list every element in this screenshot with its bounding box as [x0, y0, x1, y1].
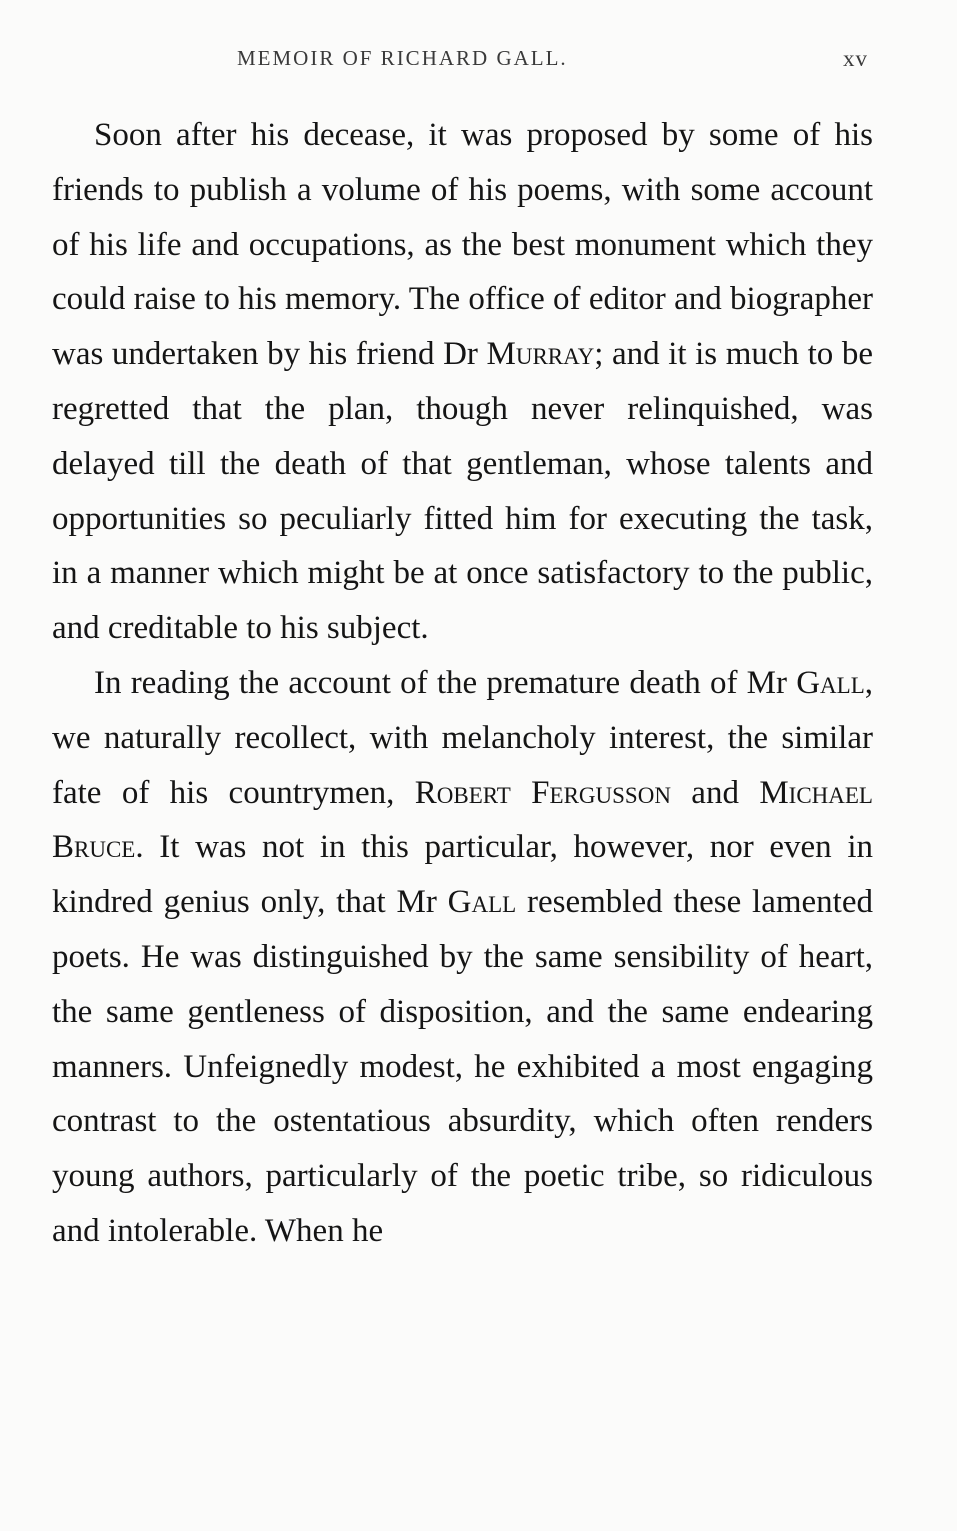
- body-text: [52, 108, 873, 1259]
- text-run: and: [670, 774, 760, 811]
- name-small-caps: Gall: [796, 664, 865, 701]
- running-head: [52, 40, 872, 80]
- text-run: ; and it is much to be regretted that the plan, though never relinquished, was delayed till the death of that gentleman, whose talents and opportunities so peculiarly fitted him for executing the task, in a manner which might be at once satisfactory to the public, and creditable to his subject.: [52, 336, 873, 647]
- running-title: MEMOIR OF RICHARD GALL.: [237, 46, 568, 70]
- paragraph: [52, 108, 873, 656]
- text-run: , we naturally recollect, with melancholy interest, the similar fate of his countrymen,: [52, 664, 873, 811]
- text-run: In reading the account of the premature death of Mr: [94, 664, 797, 701]
- name-small-caps: Murray: [486, 336, 595, 373]
- text-run: . It was not in this particular, however, nor even in kindred genius only, that Mr: [52, 829, 873, 921]
- text-run: resembled these lamented poets. He was distinguished by the same sensibility of heart, the same gentleness of disposition, and the same endearing manners. Unfeignedly modest, he exhibited a most engaging contrast to the ostentatious absurdity, which often renders young authors, particularly of the poetic tribe, so ridiculous and intolerable. When he: [52, 884, 873, 1249]
- text-run: Soon after his decease, it was proposed by some of his friends to publish a volume of his poems, with some account of his life and occupations, as the best monument which they could raise to his memory. The office of editor and biographer was undertaken by his friend Dr: [52, 117, 873, 373]
- paragraph: [52, 656, 873, 1259]
- name-small-caps: Gall: [447, 884, 517, 921]
- page-number: xv: [843, 46, 868, 71]
- name-small-caps: Michael Bruce: [52, 774, 873, 866]
- name-small-caps: Robert Fergusson: [414, 774, 671, 811]
